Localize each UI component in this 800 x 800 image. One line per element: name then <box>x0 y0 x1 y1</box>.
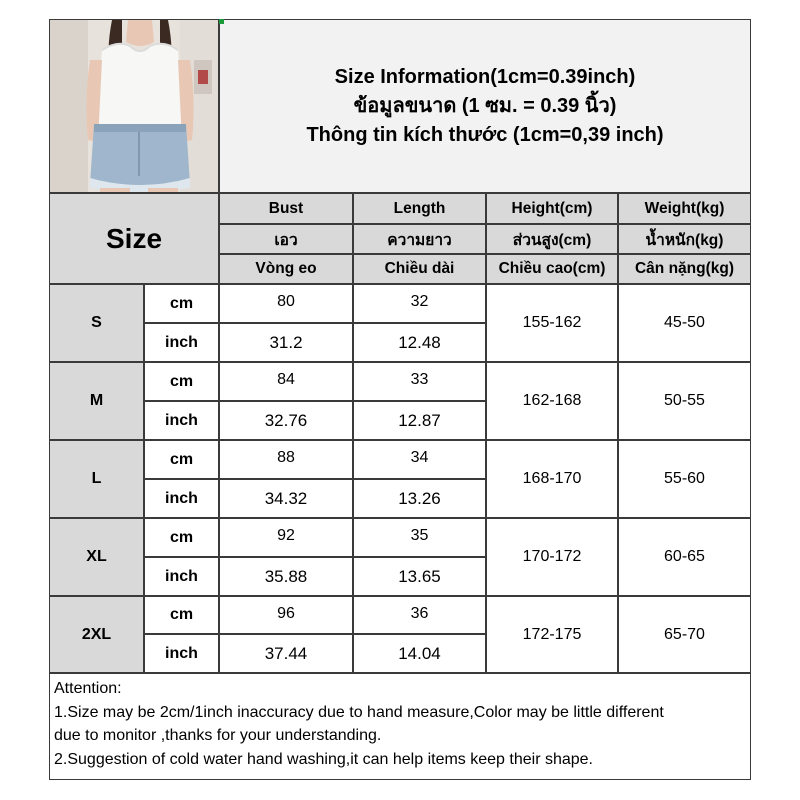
unit-cm-s: cm <box>144 284 219 323</box>
length-inch-xl: 13.65 <box>353 557 486 596</box>
bust-inch-xl: 35.88 <box>219 557 353 596</box>
bust-inch-2xl: 37.44 <box>219 634 353 673</box>
product-photo <box>49 19 219 193</box>
header-height-th: ส่วนสูง(cm) <box>486 224 618 254</box>
header-length-th: ความยาว <box>353 224 486 254</box>
attention-notes <box>49 673 751 780</box>
product-photo-image <box>50 20 219 193</box>
corner-mark <box>219 19 224 24</box>
weight-xl: 60-65 <box>618 518 751 596</box>
size-2xl: 2XL <box>49 596 144 673</box>
unit-cm-2xl: cm <box>144 596 219 634</box>
header-length-vi: Chiều dài <box>353 254 486 284</box>
weight-2xl: 65-70 <box>618 596 751 673</box>
header-bust-vi: Vòng eo <box>219 254 353 284</box>
weight-m: 50-55 <box>618 362 751 440</box>
bust-cm-2xl: 96 <box>219 596 353 634</box>
title-vietnamese: Thông tin kích thước (1cm=0,39 inch) <box>306 123 664 146</box>
header-bust-en: Bust <box>219 193 353 224</box>
length-cm-xl: 35 <box>353 518 486 557</box>
notes-line-2: due to monitor ,thanks for your understanding. <box>54 727 382 744</box>
header-height-vi: Chiều cao(cm) <box>486 254 618 284</box>
weight-s: 45-50 <box>618 284 751 362</box>
unit-cm-xl: cm <box>144 518 219 557</box>
height-m: 162-168 <box>486 362 618 440</box>
bust-cm-xl: 92 <box>219 518 353 557</box>
notes-line-1: 1.Size may be 2cm/1inch inaccuracy due to hand measure,Color may be little different <box>54 703 664 721</box>
header-height-en: Height(cm) <box>486 193 618 224</box>
title-thai: ข้อมูลขนาด (1 ซม. = 0.39 นิ้ว) <box>353 94 617 117</box>
length-cm-l: 34 <box>353 440 486 479</box>
unit-inch-l: inch <box>144 479 219 518</box>
title-box <box>219 19 751 193</box>
bust-inch-l: 34.32 <box>219 479 353 518</box>
height-l: 168-170 <box>486 440 618 518</box>
size-xl: XL <box>49 518 144 596</box>
length-inch-2xl: 14.04 <box>353 634 486 673</box>
weight-l: 55-60 <box>618 440 751 518</box>
notes-heading: Attention: <box>54 680 122 697</box>
header-weight-vi: Cân nặng(kg) <box>618 254 751 284</box>
unit-inch-s: inch <box>144 323 219 362</box>
height-2xl: 172-175 <box>486 596 618 673</box>
length-cm-m: 33 <box>353 362 486 401</box>
bust-cm-m: 84 <box>219 362 353 401</box>
height-s: 155-162 <box>486 284 618 362</box>
unit-inch-2xl: inch <box>144 634 219 673</box>
header-weight-th: น้ำหนัก(kg) <box>618 224 751 254</box>
header-weight-en: Weight(kg) <box>618 193 751 224</box>
size-s: S <box>49 284 144 362</box>
length-cm-s: 32 <box>353 284 486 323</box>
size-m: M <box>49 362 144 440</box>
title-english: Size Information(1cm=0.39inch) <box>334 65 636 88</box>
bust-cm-s: 80 <box>219 284 353 323</box>
size-l: L <box>49 440 144 518</box>
length-inch-m: 12.87 <box>353 401 486 440</box>
length-inch-l: 13.26 <box>353 479 486 518</box>
unit-inch-m: inch <box>144 401 219 440</box>
unit-cm-l: cm <box>144 440 219 479</box>
bust-inch-m: 32.76 <box>219 401 353 440</box>
bust-inch-s: 31.2 <box>219 323 353 362</box>
length-inch-s: 12.48 <box>353 323 486 362</box>
height-xl: 170-172 <box>486 518 618 596</box>
notes-line-3: 2.Suggestion of cold water hand washing,it can help items keep their shape. <box>54 750 593 768</box>
header-bust-th: เอว <box>219 224 353 254</box>
unit-cm-m: cm <box>144 362 219 401</box>
header-length-en: Length <box>353 193 486 224</box>
length-cm-2xl: 36 <box>353 596 486 634</box>
size-header: Size <box>49 193 219 284</box>
bust-cm-l: 88 <box>219 440 353 479</box>
unit-inch-xl: inch <box>144 557 219 596</box>
